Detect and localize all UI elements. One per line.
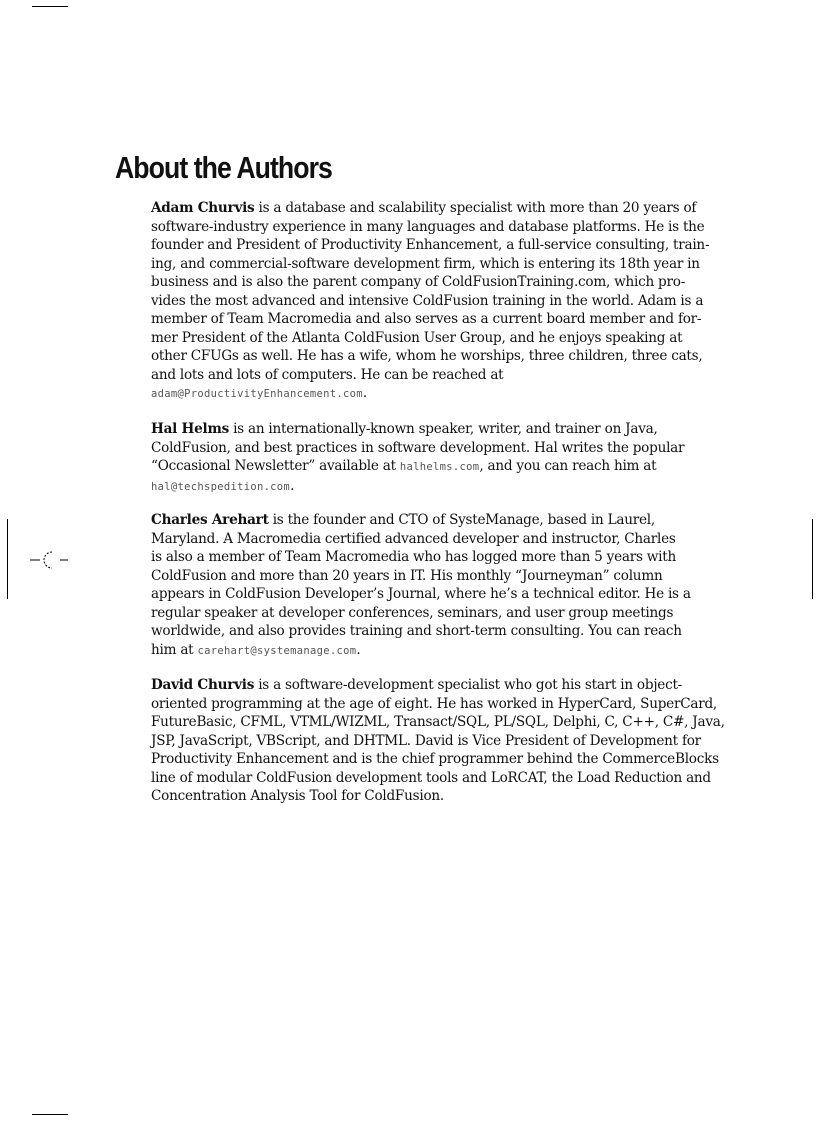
bio-text: ColdFusion and more than 20 years in IT. His monthly “Journeyman” column [151,567,663,584]
bio-text: FutureBasic, CFML, VTML/WIZML, Transact/SQL, PL/SQL, Delphi, C, C++, C#, Java, [151,714,725,730]
bio-text: oriented programming at the age of eight. He has worked in HyperCard, SuperCard, [151,695,717,712]
bio-text: is a database and scalability specialist with more than 20 years of [254,200,697,216]
website-link[interactable]: halhelms.com [399,461,480,473]
author-bio-david-churvis [151,676,725,806]
email-link[interactable]: carehart@systemanage.com [197,644,357,657]
punctuation: . [290,477,295,494]
bio-text: “Occasional Newsletter” available at [151,458,400,474]
bio-text: him at [151,641,198,658]
bio-text: vides the most advanced and intensive ColdFusion training in the world. Adam is a [151,292,704,309]
author-name: David Churvis [151,677,255,693]
author-bio-hal-helms [151,420,701,496]
bio-text: Productivity Enhancement and is the chief programmer behind the CommerceBlocks [151,751,719,767]
bio-text: Concentration Analysis Tool for ColdFusion. [151,788,444,804]
author-name: Hal Helms [151,421,229,437]
bio-text: software-industry experience in many languages and database platforms. He is the [151,218,705,235]
bio-text: regular speaker at developer conferences, seminars, and user group meetings [151,604,674,621]
bio-text: other CFUGs as well. He has a wife, whom he worships, three children, three cats, [151,348,703,364]
bio-text: is the founder and CTO of SysteManage, based in Laurel, [268,512,655,528]
bio-text: Maryland. A Macromedia certified advanced developer and instructor, Charles [151,530,676,547]
crop-mark-bottom [32,1114,68,1115]
email-link[interactable]: adam@ProductivityEnhancement.com [151,388,363,400]
author-bio-charles-arehart [151,511,701,660]
bio-text: ColdFusion, and best practices in software development. Hal writes the popular [151,439,685,456]
author-name: Charles Arehart [151,512,269,528]
author-bio-adam-churvis [151,199,710,404]
author-name: Adam Churvis [151,200,255,216]
bio-text: is a software-development specialist who got his start in object- [254,677,682,693]
bio-text: , and you can reach him at [479,458,657,474]
bio-text: line of modular ColdFusion development tools and LoRCAT, the Load Reduction and [151,769,711,786]
bio-text: is an internationally-known speaker, writer, and trainer on Java, [229,421,658,437]
page-title: About the Authors [115,150,332,185]
bio-text: and lots and lots of computers. He can be reached at [151,366,504,383]
registration-mark-icon [30,549,74,571]
bio-text: member of Team Macromedia and also serves as a current board member and for- [151,311,702,327]
punctuation: . [362,385,367,401]
bio-text: ing, and commercial-software development firm, which is entering its 18th year in [151,255,700,272]
trim-line-right [812,519,813,599]
punctuation: . [356,641,361,658]
bio-text: worldwide, and also provides training and short-term consulting. You can reach [151,623,682,639]
trim-line-left [7,519,8,599]
email-link[interactable]: hal@techspedition.com [151,480,291,493]
bio-text: mer President of the Atlanta ColdFusion User Group, and he enjoys speaking at [151,329,683,346]
bio-text: business and is also the parent company of ColdFusionTraining.com, which pro- [151,274,686,290]
bio-text: JSP, JavaScript, VBScript, and DHTML. David is Vice President of Development for [151,732,701,749]
bio-text: founder and President of Productivity Enhancement, a full-service consulting, train- [151,237,710,253]
bio-text: appears in ColdFusion Developer’s Journal, where he’s a technical editor. He is a [151,586,691,602]
crop-mark-top [32,6,68,7]
bio-text: is also a member of Team Macromedia who has logged more than 5 years with [151,549,676,565]
